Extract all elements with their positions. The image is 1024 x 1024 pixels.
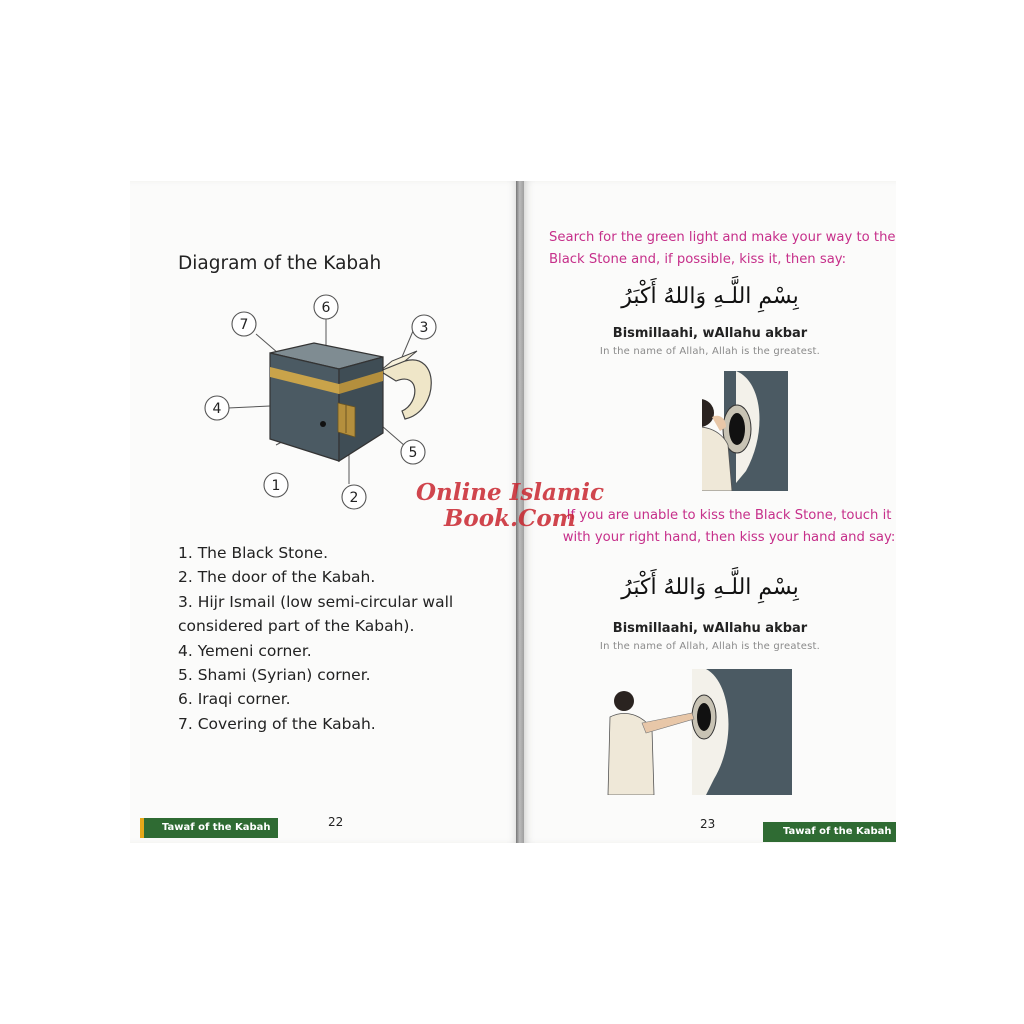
arabic-supplication: بِسْمِ اللَّـهِ وَاللهُ أَكْبَرُ bbox=[621, 284, 799, 309]
diagram-label-5: 5 bbox=[408, 445, 418, 461]
diagram-label-1: 1 bbox=[271, 478, 281, 494]
diagram-label-7: 7 bbox=[239, 317, 249, 333]
translation: In the name of Allah, Allah is the greatest. bbox=[599, 641, 821, 652]
illustration-touching-black-stone bbox=[602, 669, 792, 795]
legend-item: 2. The door of the Kabah. bbox=[178, 568, 376, 587]
right-page-number: 23 bbox=[700, 817, 716, 831]
diagram-label-4: 4 bbox=[212, 401, 222, 417]
translation: In the name of Allah, Allah is the greatest. bbox=[599, 346, 821, 357]
legend-item: 6. Iraqi corner. bbox=[178, 690, 291, 709]
legend-item: considered part of the Kabah). bbox=[178, 617, 415, 636]
arabic-supplication: بِسْمِ اللَّـهِ وَاللهُ أَكْبَرُ bbox=[621, 575, 799, 600]
watermark bbox=[390, 480, 630, 532]
diagram-label-6: 6 bbox=[321, 300, 331, 316]
left-page-number: 22 bbox=[328, 815, 344, 829]
legend-item: 5. Shami (Syrian) corner. bbox=[178, 666, 371, 685]
legend-item: 3. Hijr Ismail (low semi-circular wall bbox=[178, 592, 454, 611]
watermark-line-1: Online Islamic bbox=[415, 479, 605, 506]
legend-item: 1. The Black Stone. bbox=[178, 544, 329, 562]
instruction-touch-black-stone: If you are unable to kiss the Black Stone, touch it with your right hand, then kiss your hand and say: bbox=[562, 508, 896, 545]
legend-item: 7. Covering of the Kabah. bbox=[178, 714, 376, 733]
illustration-kissing-black-stone bbox=[702, 371, 788, 491]
diagram-label-2: 2 bbox=[349, 490, 359, 506]
watermark-line-2: Book.Com bbox=[443, 505, 577, 532]
diagram-label-3: 3 bbox=[419, 320, 429, 336]
instruction-kiss-black-stone: Search for the green light and make your way to the Black Stone and, if possible, kiss it, then say: bbox=[549, 230, 896, 267]
diagram-legend bbox=[178, 541, 498, 736]
transliteration: Bismillaahi, wAllahu akbar bbox=[612, 326, 808, 341]
right-footer-section-label: Tawaf of the Kabah bbox=[763, 822, 896, 842]
left-footer-section-label: Tawaf of the Kabah bbox=[140, 818, 278, 838]
transliteration: Bismillaahi, wAllahu akbar bbox=[612, 621, 808, 636]
diagram-title: Diagram of the Kabah bbox=[178, 253, 382, 274]
legend-item: 4. Yemeni corner. bbox=[178, 641, 312, 660]
